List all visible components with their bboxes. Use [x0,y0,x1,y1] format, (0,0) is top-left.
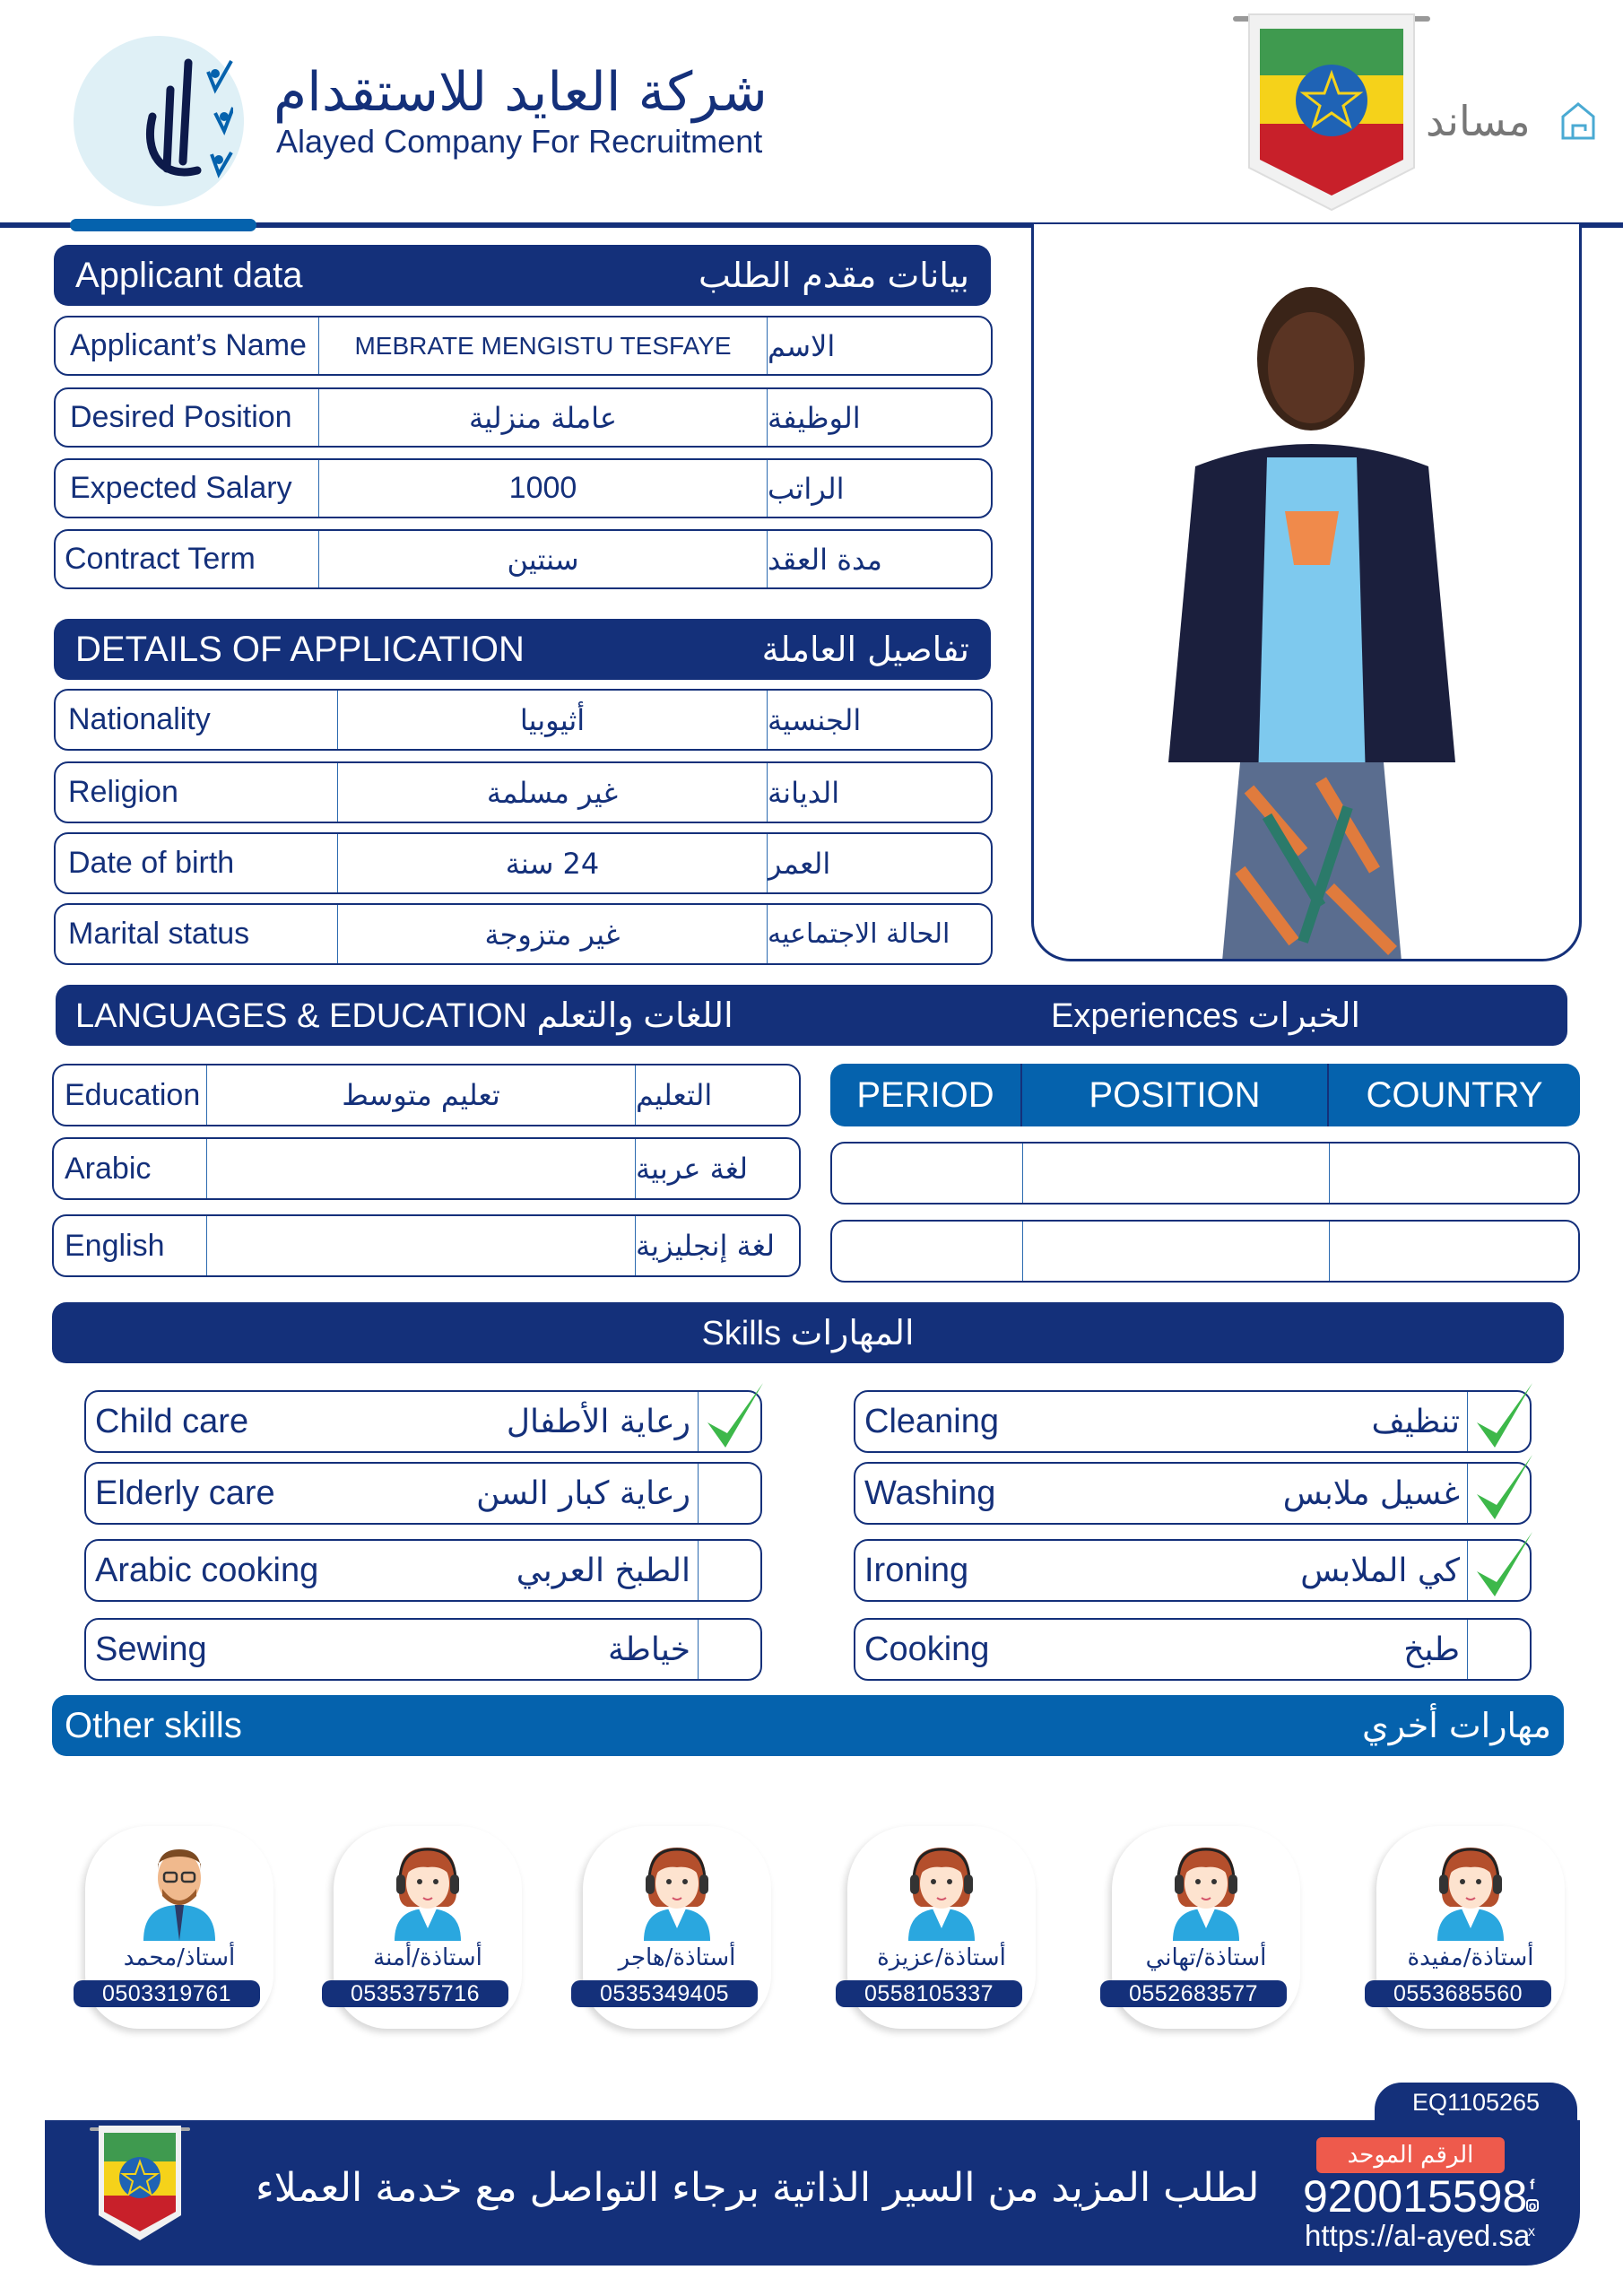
skill-label-en: Cleaning [864,1402,999,1440]
row-label-ar: التعليم [635,1065,799,1125]
nationality-value: أثيوبيا [337,691,767,749]
skill-label-en: Ironing [864,1551,969,1589]
experience-row [830,1220,1580,1283]
languages-title: LANGUAGES & EDUCATION اللغات والتعلم [75,996,733,1035]
skill-checkbox[interactable] [698,1392,760,1451]
skill-label-ar: رعاية كبار السن [476,1474,690,1512]
footer-message: لطلب المزيد من السير الذاتية برجاء التواصل مع خدمة العملاء [256,2165,1260,2211]
contact-phone[interactable]: 0553685560 [1365,1980,1551,2007]
skill-label-ar: كي الملابس [1300,1552,1460,1589]
row-label-en: Nationality [68,702,211,736]
contact-avatar [378,1840,477,1945]
contact-avatar [1421,1840,1520,1945]
skill-item [854,1618,1532,1681]
details-row-age [54,832,993,894]
other-skills-title-ar: مهارات أخري [1362,1706,1551,1745]
contact-name: أستاذة/تهاني [1145,1944,1267,1971]
row-label-ar: الاسم [767,317,991,374]
row-label-en: Arabic [65,1151,152,1186]
row-label-ar: الديانة [767,763,991,822]
contact-name: أستاذ/محمد [123,1944,236,1971]
skills-title: Skills المهارات [701,1314,915,1352]
row-label-ar: مدة العقد [767,531,991,587]
skill-label-en: Sewing [95,1630,207,1668]
row-label-ar: الراتب [767,460,991,517]
english-level-value [206,1216,635,1275]
x-icon[interactable]: x [1528,2224,1535,2239]
skill-item [84,1462,762,1525]
row-label-ar: لغة عربية [635,1139,799,1198]
other-skills-title-en: Other skills [65,1705,242,1745]
row-label-en: Desired Position [70,400,292,434]
female-agent-avatar-icon [628,1840,726,1941]
languages-experiences-header [56,985,1567,1046]
details-header [54,619,991,680]
applicant-row-contract [54,529,993,589]
checkmark-icon [702,1378,767,1455]
row-label-ar: الحالة الاجتماعيه [767,905,991,963]
education-row [52,1064,801,1126]
row-label-en: Date of birth [68,846,235,880]
skill-checkbox[interactable] [698,1541,760,1600]
contract-term-value: سنتين [318,531,767,587]
marital-status-value: غير متزوجة [337,905,767,963]
company-name-ar: شركة العايد للاستقدام [273,61,768,124]
contact-avatar [130,1840,229,1945]
column-period: PERIOD [856,1074,994,1115]
skill-checkbox[interactable] [698,1620,760,1679]
contact-phone[interactable]: 0535349405 [571,1980,758,2007]
ethiopia-flag-icon [90,2126,190,2242]
contact-phone[interactable]: 0552683577 [1100,1980,1287,2007]
skill-checkbox[interactable] [1467,1392,1530,1451]
religion-value: غير مسلمة [337,763,767,822]
header-divider-accent [70,219,256,231]
experiences-title: Experiences الخبرات [1051,996,1361,1035]
age-value: 24 سنة [337,834,767,892]
skill-label-ar: طبخ [1403,1631,1460,1668]
checkmark-icon [1471,1378,1536,1455]
musaned-logo-icon [1560,100,1596,142]
row-label-ar: الوظيفة [767,389,991,446]
row-label-en: English [65,1228,165,1263]
row-label-en: Marital status [68,917,250,951]
applicant-photo [1031,224,1582,961]
experience-position-cell [1022,1222,1329,1281]
applicant-row-salary [54,458,993,518]
row-label-en: Contract Term [65,542,256,576]
female-agent-avatar-icon [892,1840,991,1941]
contact-phone[interactable]: 0558105337 [836,1980,1022,2007]
arabic-language-row [52,1137,801,1200]
logo-script-icon [126,54,233,188]
experience-country-cell [1329,1144,1578,1203]
education-value: تعليم متوسط [206,1065,635,1125]
unified-number[interactable]: 920015598 [1303,2171,1528,2222]
contact-name: أستاذة/هاجر [618,1944,736,1971]
company-name-en: Alayed Company For Recruitment [276,123,763,160]
skill-label-en: Arabic cooking [95,1551,319,1589]
experience-period-cell [832,1144,1022,1203]
checkmark-icon [1471,1449,1536,1526]
skill-label-ar: خياطة [607,1631,690,1668]
skill-item [854,1390,1532,1453]
row-label-ar: العمر [767,834,991,892]
contact-phone[interactable]: 0535375716 [322,1980,508,2007]
row-label-ar: الجنسية [767,691,991,749]
applicant-data-title-en: Applicant data [75,255,303,295]
skill-item [84,1390,762,1453]
skill-label-en: Elderly care [95,1474,275,1512]
female-agent-avatar-icon [1421,1840,1520,1941]
skill-checkbox[interactable] [698,1464,760,1523]
row-label-en: Religion [68,775,178,809]
experiences-table-header [830,1064,1580,1126]
other-skills-header [52,1695,1564,1756]
details-row-marital [54,903,993,965]
column-position: POSITION [1020,1064,1327,1126]
skill-checkbox[interactable] [1467,1620,1530,1679]
male-agent-avatar-icon [130,1840,229,1941]
partner-logo-text: مساند [1426,97,1531,145]
applicant-name-value: MEBRATE MENGISTU TESFAYE [318,317,767,374]
ethiopia-flag-icon [1233,11,1430,213]
applicant-photo-image [1034,224,1582,961]
reference-number: EQ1105265 [1375,2083,1577,2122]
contact-name: أستاذة/عزيزة [877,1944,1006,1971]
skill-label-ar: غسيل ملابس [1282,1474,1460,1512]
website-link[interactable]: https://al-ayed.sa [1305,2219,1531,2252]
column-country: COUNTRY [1327,1064,1580,1126]
skill-label-ar: تنظيف [1371,1403,1460,1440]
skill-label-en: Child care [95,1402,249,1440]
experience-country-cell [1329,1222,1578,1281]
skill-item [84,1618,762,1681]
row-label-en: Education [65,1077,201,1112]
contact-name: أستاذة/مفيدة [1407,1944,1534,1971]
facebook-icon[interactable]: f [1530,2178,1535,2193]
details-row-religion [54,761,993,823]
applicant-row-position [54,387,993,448]
desired-position-value: عاملة منزلية [318,389,767,446]
experience-position-cell [1022,1144,1329,1203]
experience-row [830,1142,1580,1205]
female-agent-avatar-icon [378,1840,477,1941]
contact-name: أستاذة/أمنة [373,1944,482,1971]
skill-label-ar: الطبخ العربي [516,1552,690,1589]
skill-item [854,1539,1532,1602]
skill-label-ar: رعاية الأطفال [506,1403,690,1440]
applicant-data-title-ar: بيانات مقدم الطلب [699,256,969,295]
details-title-en: DETAILS OF APPLICATION [75,629,525,669]
skill-item [854,1462,1532,1525]
contact-avatar [628,1840,726,1945]
row-label-en: Expected Salary [70,471,292,505]
details-title-ar: تفاصيل العاملة [761,630,969,669]
details-row-nationality [54,689,993,751]
skill-label-en: Cooking [864,1630,990,1668]
checkmark-icon [1471,1526,1536,1604]
skill-checkbox[interactable] [1467,1541,1530,1600]
contact-avatar [1157,1840,1255,1945]
arabic-level-value [206,1139,635,1198]
row-label-ar: لغة إنجليزية [635,1216,799,1275]
skills-header [52,1302,1564,1363]
skill-checkbox[interactable] [1467,1464,1530,1523]
skill-label-en: Washing [864,1474,996,1512]
female-agent-avatar-icon [1157,1840,1255,1941]
contact-avatar [892,1840,991,1945]
english-language-row [52,1214,801,1277]
skill-item [84,1539,762,1602]
applicant-data-header [54,245,991,306]
instagram-icon[interactable]: o [1526,2199,1539,2212]
contact-phone[interactable]: 0503319761 [74,1980,260,2007]
experience-period-cell [832,1222,1022,1281]
applicant-row-name [54,316,993,376]
row-label-en: Applicant’s Name [70,328,307,362]
expected-salary-value: 1000 [318,460,767,517]
unified-number-label: الرقم الموحد [1316,2137,1505,2173]
